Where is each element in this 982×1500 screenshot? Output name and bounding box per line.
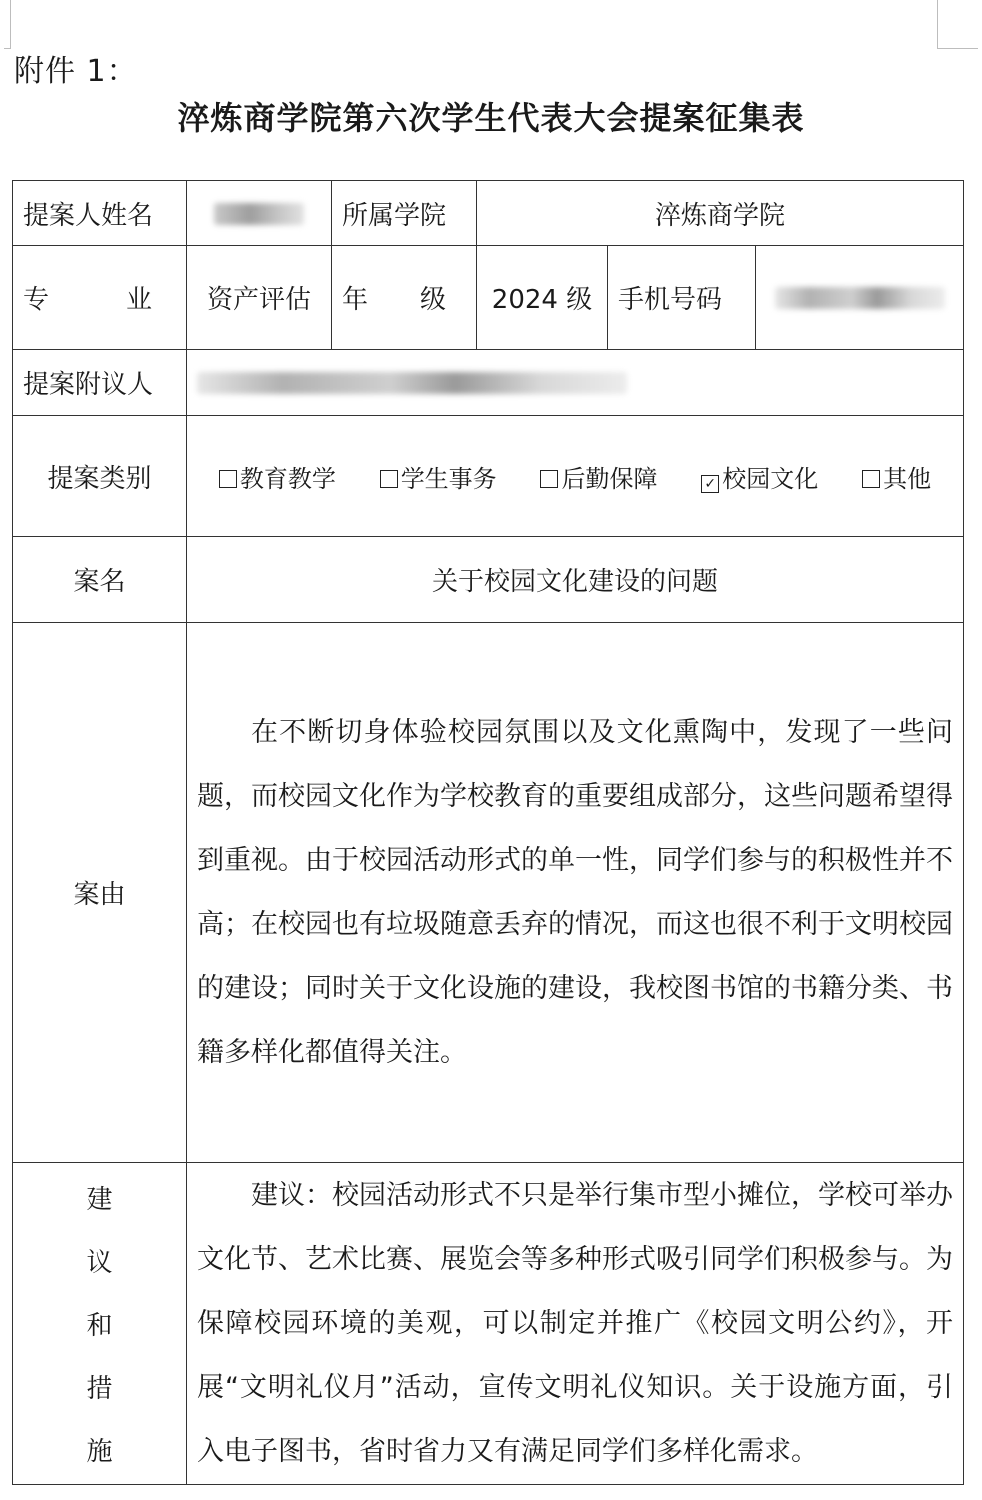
category-option-logistics[interactable]: 后勤保障 — [540, 459, 657, 494]
phone-label: 手机号码 — [608, 246, 756, 350]
redacted-phone — [775, 287, 945, 309]
suggestion-label-char: 建 — [86, 1185, 113, 1215]
suggestion-label-char: 议 — [86, 1248, 113, 1278]
checkbox-unchecked-icon[interactable] — [540, 470, 558, 488]
major-label-char: 业 — [125, 285, 152, 315]
redacted-cosigners — [197, 372, 627, 394]
page-corner-mark-right — [937, 0, 978, 49]
grade-value[interactable]: 2024 级 — [477, 246, 608, 350]
suggestion-cell[interactable] — [187, 1163, 964, 1485]
college-value[interactable]: 淬炼商学院 — [477, 181, 964, 246]
page-corner-mark-left — [4, 0, 11, 49]
table-row — [13, 537, 964, 623]
table-row — [13, 1163, 964, 1485]
category-option-education[interactable]: 教育教学 — [219, 459, 336, 494]
table-row — [13, 246, 964, 350]
suggestion-label-char: 措 — [86, 1374, 113, 1404]
major-label-char: 专 — [23, 285, 50, 315]
suggestion-label — [13, 1163, 187, 1485]
proposer-name-label: 提案人姓名 — [13, 181, 187, 246]
suggestion-label-char: 施 — [86, 1437, 113, 1467]
suggestion-text: 建议：校园活动形式不只是举行集市型小摊位，学校可举办文化节、艺术比赛、展览会等多种形式吸引同学们积极参与。为保障校园环境的美观，可以制定并推广《校园文明公约》，开展“文明礼仪月”活动，宣传文明礼仪知识。关于设施方面，引入电子图书，省时省力又有满足同学们多样化需求。 — [197, 1179, 954, 1467]
reason-label: 案由 — [13, 623, 187, 1163]
table-row — [13, 350, 964, 416]
category-options — [187, 416, 964, 537]
reason-cell[interactable] — [187, 623, 964, 1163]
checkbox-unchecked-icon[interactable] — [862, 470, 880, 488]
checkbox-unchecked-icon[interactable] — [219, 470, 237, 488]
cosigners-value[interactable] — [187, 350, 964, 416]
category-option-student-affairs[interactable]: 学生事务 — [380, 459, 497, 494]
major-label — [13, 246, 187, 350]
cosigners-label: 提案附议人 — [13, 350, 187, 416]
checkbox-checked-icon[interactable]: ✓ — [701, 475, 719, 493]
table-row — [13, 623, 964, 1163]
grade-label — [332, 246, 477, 350]
phone-value[interactable] — [756, 246, 964, 350]
table-row — [13, 416, 964, 537]
checkbox-unchecked-icon[interactable] — [380, 470, 398, 488]
college-label: 所属学院 — [332, 181, 477, 246]
proposer-name-value[interactable] — [187, 181, 332, 246]
table-row — [13, 181, 964, 246]
proposal-form-table — [12, 180, 964, 1485]
major-value[interactable]: 资产评估 — [187, 246, 332, 350]
case-name-value[interactable]: 关于校园文化建设的问题 — [187, 537, 964, 623]
suggestion-label-char: 和 — [86, 1311, 113, 1341]
category-label: 提案类别 — [13, 416, 187, 537]
reason-text: 在不断切身体验校园氛围以及文化熏陶中，发现了一些问题，而校园文化作为学校教育的重要组成部分，这些问题希望得到重视。由于校园活动形式的单一性，同学们参与的积极性并不高；在校园也有垃圾随意丢弃的情况，而这也很不利于文明校园的建设；同时关于文化设施的建设，我校图书馆的书籍分类、书籍多样化都值得关注。 — [197, 716, 954, 1068]
redacted-name — [214, 203, 304, 225]
attachment-label: 附件 1： — [14, 54, 138, 89]
grade-label-char: 年 — [342, 285, 369, 315]
grade-label-char: 级 — [419, 285, 446, 315]
category-option-campus-culture[interactable]: ✓ 校园文化 — [701, 459, 818, 494]
page-title: 淬炼商学院第六次学生代表大会提案征集表 — [177, 99, 805, 137]
case-name-label: 案名 — [13, 537, 187, 623]
category-option-other[interactable]: 其他 — [862, 459, 931, 494]
